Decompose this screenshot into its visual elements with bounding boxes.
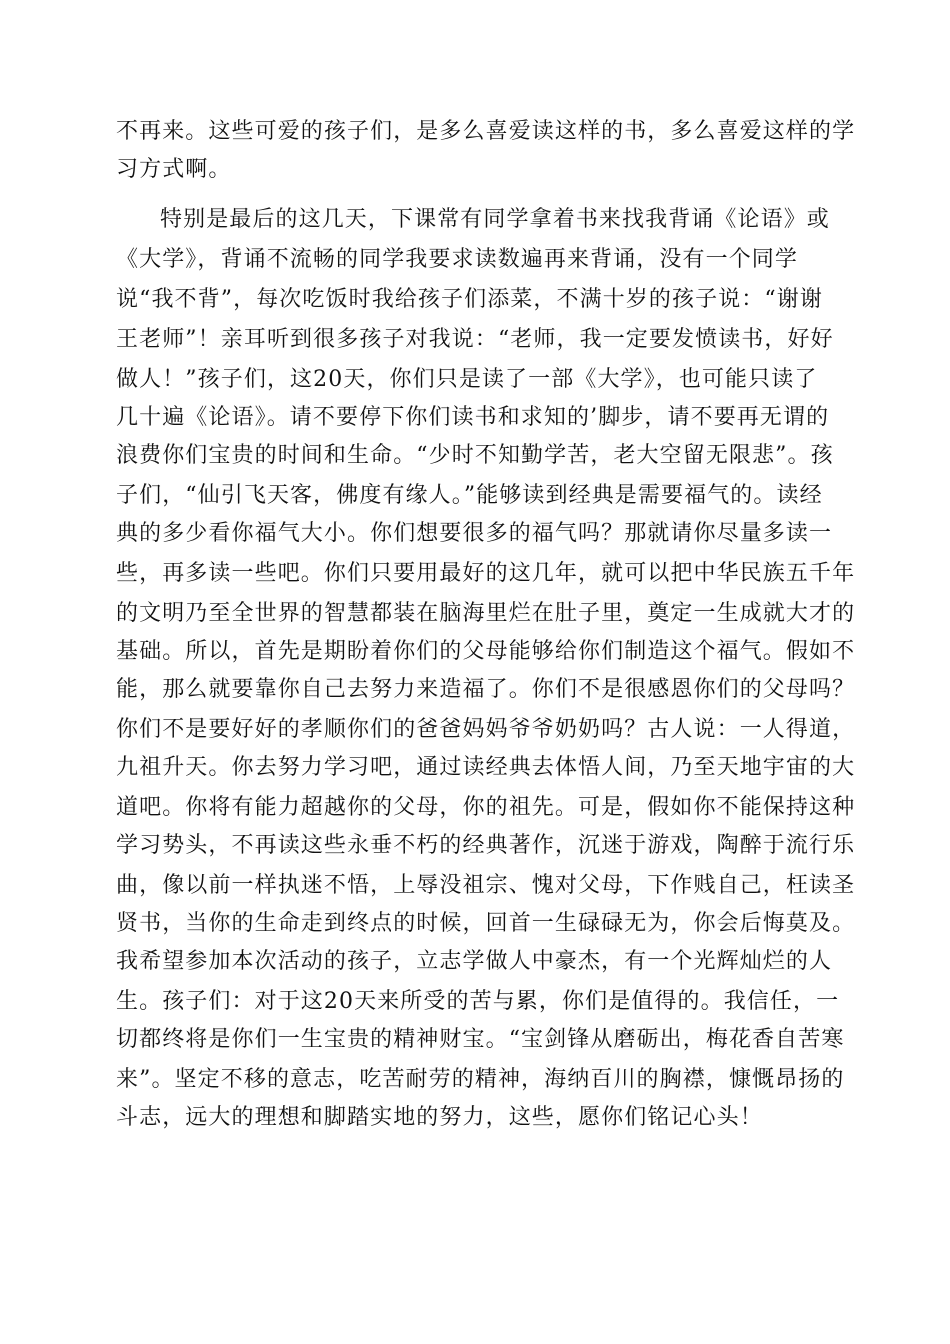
text-line: 《大学》，背诵不流畅的同学我要求读数遍再来背诵，没有一个同学 xyxy=(116,247,799,272)
text-line: 浪费你们宝贵的时间和生命。“少时不知勤学苦，老大空留无限悲”。孩 xyxy=(116,443,834,468)
text-line: 些，再多读一些吧。你们只要用最好的这几年，就可以把中华民族五千年 xyxy=(116,561,856,586)
text-line: 学习势头，不再读这些永垂不朽的经典著作，沉迷于游戏，陶醉于流行乐 xyxy=(116,833,856,858)
text-line: 切都终将是你们一生宝贵的精神财宝。“宝剑锋从磨砺出，梅花香自苦寒 xyxy=(116,1027,845,1052)
text-line: 特别是最后的这几天，下课常有同学拿着书来找我背诵《论语》或 xyxy=(160,207,830,232)
text-line: 九祖升天。你去努力学习吧，通过读经典去体悟人间，乃至天地宇宙的大 xyxy=(116,755,856,780)
text-line: 几十遍《论语》。请不要停下你们读书和求知的’脚步，请不要再无谓的 xyxy=(116,405,830,430)
text-line: 来”。坚定不移的意志，吃苦耐劳的精神，海纳百川的胸襟，慷慨昂扬的 xyxy=(116,1067,845,1092)
text-line: 王老师”！亲耳听到很多孩子对我说：“老师，我一定要发愤读书，好好 xyxy=(116,327,834,352)
text-line: 子们，“仙引飞天客，佛度有缘人。”能够读到经典是需要福气的。读经 xyxy=(116,483,823,508)
text-line: 说“我不背”，每次吃饭时我给孩子们添菜，不满十岁的孩子说：“谢谢 xyxy=(116,287,823,312)
text-line: 贤书，当你的生命走到终点的时候，回首一生碌碌无为，你会后悔莫及。 xyxy=(116,911,856,936)
text-line: 基础。所以，首先是期盼着你们的父母能够给你们制造这个福气。假如不 xyxy=(116,639,856,664)
text-line: 典的多少看你福气大小。你们想要很多的福气吗？那就请你尽量多读一 xyxy=(116,521,833,546)
text-line: 的文明乃至全世界的智慧都装在脑海里烂在肚子里，奠定一生成就大才的 xyxy=(116,601,856,626)
text-line: 斗志，远大的理想和脚踏实地的努力，这些，愿你们铭记心头！ xyxy=(116,1105,763,1130)
text-line: 习方式啊。 xyxy=(116,157,232,182)
text-line: 道吧。你将有能力超越你的父母，你的祖先。可是，假如你不能保持这种 xyxy=(116,795,856,820)
text-line: 我希望参加本次活动的孩子，立志学做人中豪杰，有一个光辉灿烂的人 xyxy=(116,949,833,974)
text-line: 做人！”孩子们，这20天，你们只是读了一部《大学》，也可能只读了 xyxy=(116,367,818,392)
text-line: 生。孩子们：对于这20天来所受的苦与累，你们是值得的。我信任，一 xyxy=(116,989,840,1014)
text-line: 能，那么就要靠你自己去努力来造福了。你们不是很感恩你们的父母吗？ xyxy=(116,677,856,702)
text-line: 不再来。这些可爱的孩子们，是多么喜爱读这样的书，多么喜爱这样的学 xyxy=(116,119,856,144)
text-line: 曲，像以前一样执迷不悟，上辱没祖宗、愧对父母，下作贱自己，枉读圣 xyxy=(116,873,856,898)
text-line: 你们不是要好好的孝顺你们的爸爸妈妈爷爷奶奶吗？古人说：一人得道， xyxy=(116,717,856,742)
